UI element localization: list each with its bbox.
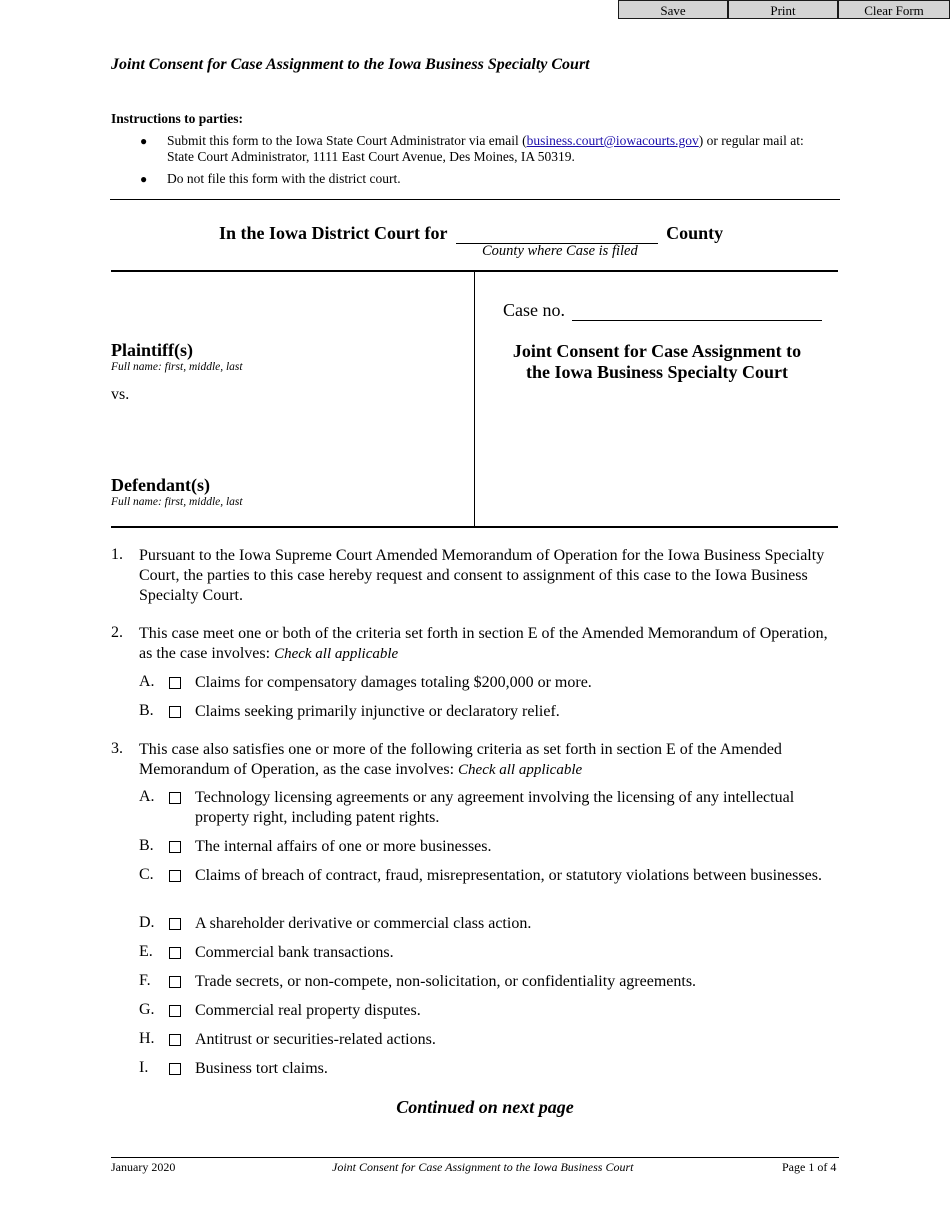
divider [110, 199, 840, 200]
county-hint: County where Case is filed [482, 243, 638, 259]
option-checkbox[interactable] [169, 1034, 181, 1046]
bullet-icon: ● [140, 172, 148, 186]
bullet-icon: ● [140, 134, 148, 148]
option-text: A shareholder derivative or commercial class action. [195, 915, 532, 932]
defendant-hint: Full name: first, middle, last [111, 496, 243, 508]
clear-form-button[interactable]: Clear Form [838, 0, 950, 19]
option-text: Commercial real property disputes. [195, 1002, 421, 1019]
item-number: 1. [111, 546, 123, 563]
option-text: Antitrust or securities-related actions. [195, 1031, 436, 1048]
instructions-heading: Instructions to parties: [111, 111, 243, 126]
instruction-item-submit: Submit this form to the Iowa State Court Administrator via email (business.court@iowacourts.gov) or regular mail at: State Court Administrator, 1111 East Court Avenue, Des Moines, IA 50319. [167, 133, 804, 164]
option-letter: B. [139, 837, 154, 854]
option-letter: B. [139, 702, 154, 719]
option-checkbox[interactable] [169, 677, 181, 689]
option-letter: G. [139, 1001, 155, 1018]
footer-divider [111, 1157, 839, 1158]
caption-bottom-border [111, 526, 838, 528]
print-button[interactable]: Print [728, 0, 838, 19]
option-text: Claims for compensatory damages totaling $200,000 or more. [195, 674, 592, 691]
option-text: Trade secrets, or non-compete, non-solicitation, or confidentiality agreements. [195, 973, 697, 990]
option-checkbox[interactable] [169, 918, 181, 930]
plaintiff-label: Plaintiff(s) [111, 340, 193, 360]
option-checkbox[interactable] [169, 792, 181, 804]
item-1-text: Pursuant to the Iowa Supreme Court Amended Memorandum of Operation for the Iowa Business Specialty Court, the parties to this case hereby request and consent to assignment of this case to the Iowa Business Specialty Court. [139, 547, 825, 604]
defendant-field[interactable] [111, 420, 461, 472]
form-title: Joint Consent for Case Assignment to the Iowa Business Specialty Court [111, 56, 590, 73]
case-no-row: Case no. [503, 300, 822, 321]
versus-text: vs. [111, 386, 130, 403]
footer-page-number: Page 1 of 4 [782, 1160, 837, 1174]
case-no-field[interactable] [572, 302, 822, 321]
option-text: Technology licensing agreements or any agreement involving the licensing of any intellectual property right, including patent rights. [195, 789, 795, 826]
continued-notice: Continued on next page [396, 1097, 574, 1117]
option-text: Business tort claims. [195, 1060, 328, 1077]
footer-title: Joint Consent for Case Assignment to the Iowa Business Court [332, 1160, 634, 1174]
option-letter: A. [139, 673, 155, 690]
item-number: 2. [111, 624, 123, 641]
doc-title: Joint Consent for Case Assignment to the Iowa Business Specialty Court [512, 341, 802, 382]
email-link[interactable]: business.court@iowacourts.gov [526, 133, 699, 148]
item-2-text: This case meet one or both of the criteria set forth in section E of the Amended Memorandum of Operation, as the case involves: Check all applicable [139, 625, 828, 662]
plaintiff-hint: Full name: first, middle, last [111, 361, 243, 373]
option-checkbox[interactable] [169, 841, 181, 853]
instruction-item-do-not-file: Do not file this form with the district court. [167, 171, 401, 186]
court-heading: In the Iowa District Court for County [219, 223, 724, 243]
county-field[interactable] [456, 223, 658, 244]
option-letter: D. [139, 914, 155, 931]
option-checkbox[interactable] [169, 870, 181, 882]
option-letter: H. [139, 1030, 155, 1047]
save-button[interactable]: Save [618, 0, 728, 19]
caption-divider [474, 271, 475, 527]
option-letter: A. [139, 788, 155, 805]
option-letter: F. [139, 972, 151, 989]
item-3-text: This case also satisfies one or more of the following criteria as set forth in section E of the Amended Memorandum of Operation, as the case involves: Check all applicable [139, 741, 782, 778]
option-letter: I. [139, 1059, 149, 1076]
option-text: Claims seeking primarily injunctive or declaratory relief. [195, 703, 560, 720]
option-checkbox[interactable] [169, 706, 181, 718]
defendant-label: Defendant(s) [111, 475, 210, 495]
option-checkbox[interactable] [169, 947, 181, 959]
option-checkbox[interactable] [169, 976, 181, 988]
option-text: Commercial bank transactions. [195, 944, 394, 961]
option-letter: E. [139, 943, 153, 960]
option-text: Claims of breach of contract, fraud, misrepresentation, or statutory violations between businesses. [195, 867, 822, 884]
option-checkbox[interactable] [169, 1063, 181, 1075]
option-text: The internal affairs of one or more businesses. [195, 838, 492, 855]
item-number: 3. [111, 740, 123, 757]
footer-date: January 2020 [111, 1160, 176, 1174]
option-letter: C. [139, 866, 154, 883]
plaintiff-field[interactable] [111, 287, 461, 337]
option-checkbox[interactable] [169, 1005, 181, 1017]
